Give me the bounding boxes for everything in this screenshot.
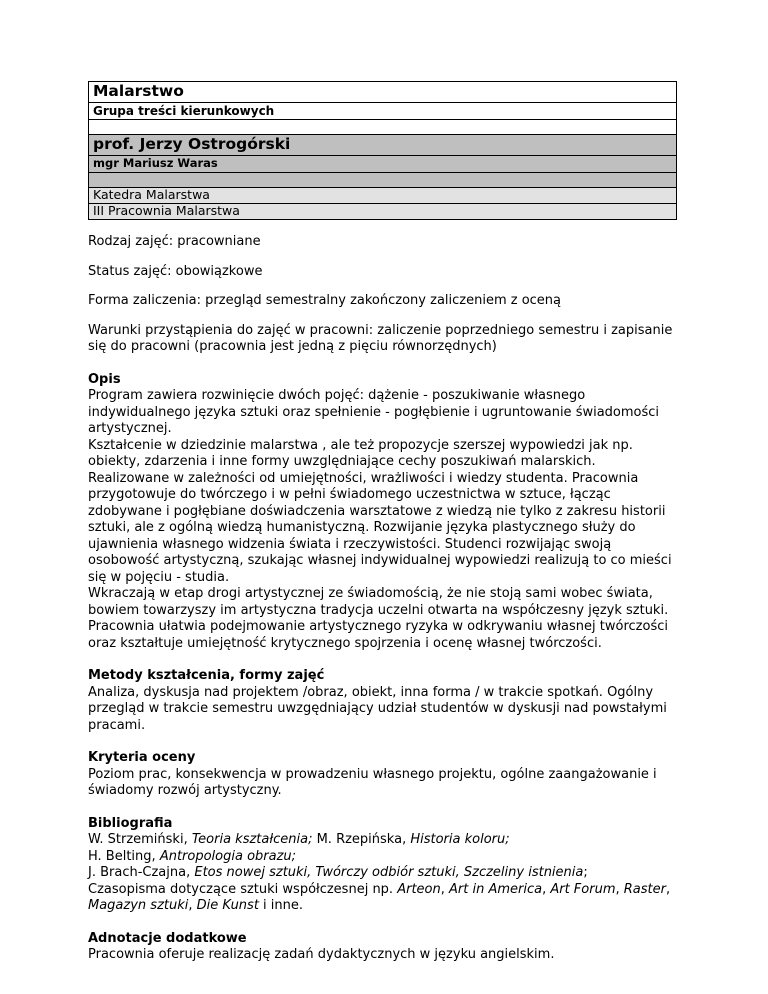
bibliografia-heading: Bibliografia — [88, 815, 173, 831]
opis-line: się w pojęciu - studia. — [88, 569, 230, 585]
empty-row — [89, 120, 677, 135]
opis-line: Realizowane w zależności od umiejętności, wrażliwości i wiedzy studenta. Pracownia — [88, 470, 639, 486]
opis-line: przygotowuje do twórczego i w pełni świadomego uczestnictwa w sztuce, łącząc — [88, 487, 611, 502]
bib-text: ; — [583, 865, 588, 880]
bib-title: Art Forum — [550, 881, 616, 897]
rodzaj-zajec: Rodzaj zajęć: pracowniane — [88, 234, 261, 249]
opis-line: zdobywane i pogłębiane doświadczenia warsztatowe z wiedzą nie tylko z zakresu historii — [88, 503, 666, 519]
metody-line: Analiza, dyskusja nad projektem /obraz, obiekt, inna forma / w trakcie spotkań. Ogólny — [88, 684, 654, 700]
bib-text: , — [188, 898, 197, 913]
adnotacje-text: Pracownia oferuje realizację zadań dydaktycznych w języku angielskim. — [88, 947, 555, 962]
opis-line: artystycznej. — [88, 421, 172, 436]
opis-line: Kształcenie w dziedzinie malarstwa , ale też propozycje szerszej wypowiedzi jak np. — [88, 437, 633, 453]
opis-line: bowiem towarzyszy im artystyczna tradycja uczelni otwarta na współczesny język sztuki. — [88, 602, 669, 618]
bib-title: Raster — [623, 881, 666, 897]
opis-line: Wkraczają w etap drogi artystycznej ze świadomością, że nie stoją sami wobec świata, — [88, 586, 653, 601]
kryteria-line: świadomy rozwój artystyczny. — [88, 783, 282, 798]
assistant-name: mgr Mariusz Waras — [89, 156, 677, 173]
bib-title: Teoria kształcenia; — [191, 832, 313, 847]
bib-text: , — [665, 881, 671, 897]
bibliografia-line — [88, 865, 688, 882]
forma-zaliczenia: Forma zaliczenia: przegląd semestralny zakończony zaliczeniem z oceną — [88, 293, 562, 308]
opis-heading: Opis — [88, 371, 121, 387]
bib-text: M. Rzepińska, — [312, 832, 411, 847]
bibliografia-line — [88, 849, 688, 866]
course-header-table — [88, 81, 677, 220]
bibliografia-line — [88, 882, 688, 899]
bib-title: Arteon — [397, 881, 441, 897]
professor-name: prof. Jerzy Ostrogórski — [89, 135, 677, 156]
bibliografia-line — [88, 898, 688, 915]
kryteria-line: Poziom prac, konsekwencja w prowadzeniu własnego projektu, ogólne zaangażowanie i — [88, 766, 657, 782]
status-zajec: Status zajęć: obowiązkowe — [88, 263, 263, 279]
bib-title: Magazyn sztuki — [88, 898, 189, 913]
studio-name: III Pracownia Malarstwa — [89, 204, 677, 220]
opis-line: oraz kształtuje umiejętność krytycznego spojrzenia i ocenę własnej twórczości. — [88, 635, 602, 651]
adnotacje-heading: Adnotacje dodatkowe — [88, 930, 247, 946]
bib-text: J. Brach-Czajna, — [88, 865, 195, 880]
opis-line: Pracownia ułatwia podejmowanie artystycznego ryzyka w odkrywaniu własnej twórczości — [88, 619, 668, 634]
bib-text: H. Belting, — [88, 848, 160, 864]
course-group: Grupa treści kierunkowych — [89, 103, 677, 120]
opis-line: indywidualnego języka sztuki oraz spełnienie - pogłębienie i ugruntowanie świadomości — [88, 404, 660, 420]
bib-text: Czasopisma dotyczące sztuki współczesnej np. — [88, 881, 398, 897]
metody-line: pracami. — [88, 717, 146, 733]
course-title: Malarstwo — [89, 82, 677, 103]
bibliografia-line — [88, 832, 688, 849]
opis-line: Program zawiera rozwinięcie dwóch pojęć: dążenie - poszukiwanie własnego — [88, 388, 586, 403]
empty-gray-row — [89, 173, 677, 188]
bib-text: i inne. — [258, 898, 304, 913]
opis-line: sztuki, ale z ogólną wiedzą humanistyczną. Rozwijanie języka plastycznego służy do — [88, 520, 636, 535]
warunki-line: Warunki przystąpienia do zajęć w pracowni: zaliczenie poprzedniego semestru i zapisanie — [88, 322, 673, 338]
bib-title: Die Kunst — [196, 898, 259, 913]
warunki-line: się do pracowni (pracownia jest jedną z pięciu równorzędnych) — [88, 339, 497, 354]
opis-line: ujawnienia własnego widzenia świata i rzeczywistości. Studenci rozwijając swoją — [88, 536, 612, 552]
kryteria-heading: Kryteria oceny — [88, 750, 196, 765]
metody-line: przegląd w trakcie semestru uwzgędniający udział studentów w dyskusji nad powstałymi — [88, 701, 667, 716]
department-name: Katedra Malarstwa — [89, 188, 677, 204]
document-body — [88, 234, 688, 964]
bib-text: , — [542, 881, 551, 897]
bib-text: , — [440, 881, 449, 897]
bib-text: , — [615, 881, 624, 897]
bib-title: Etos nowej sztuki, Twórczy odbiór sztuki, Szczeliny istnienia — [194, 865, 584, 880]
bib-text: W. Strzemiński, — [88, 832, 192, 847]
bib-title: Antropologia obrazu; — [159, 848, 297, 864]
bib-title: Historia koloru; — [410, 832, 510, 847]
opis-line: osobowość artystyczną, szukając własnej indywidualnej wypowiedzi realizują to co mieści — [88, 553, 672, 568]
bib-title: Art in America — [449, 881, 543, 897]
opis-line: obiekty, zdarzenia i inne formy uwzględniające cechy poszukiwań malarskich. — [88, 454, 596, 469]
metody-heading: Metody kształcenia, formy zajęć — [88, 668, 325, 683]
